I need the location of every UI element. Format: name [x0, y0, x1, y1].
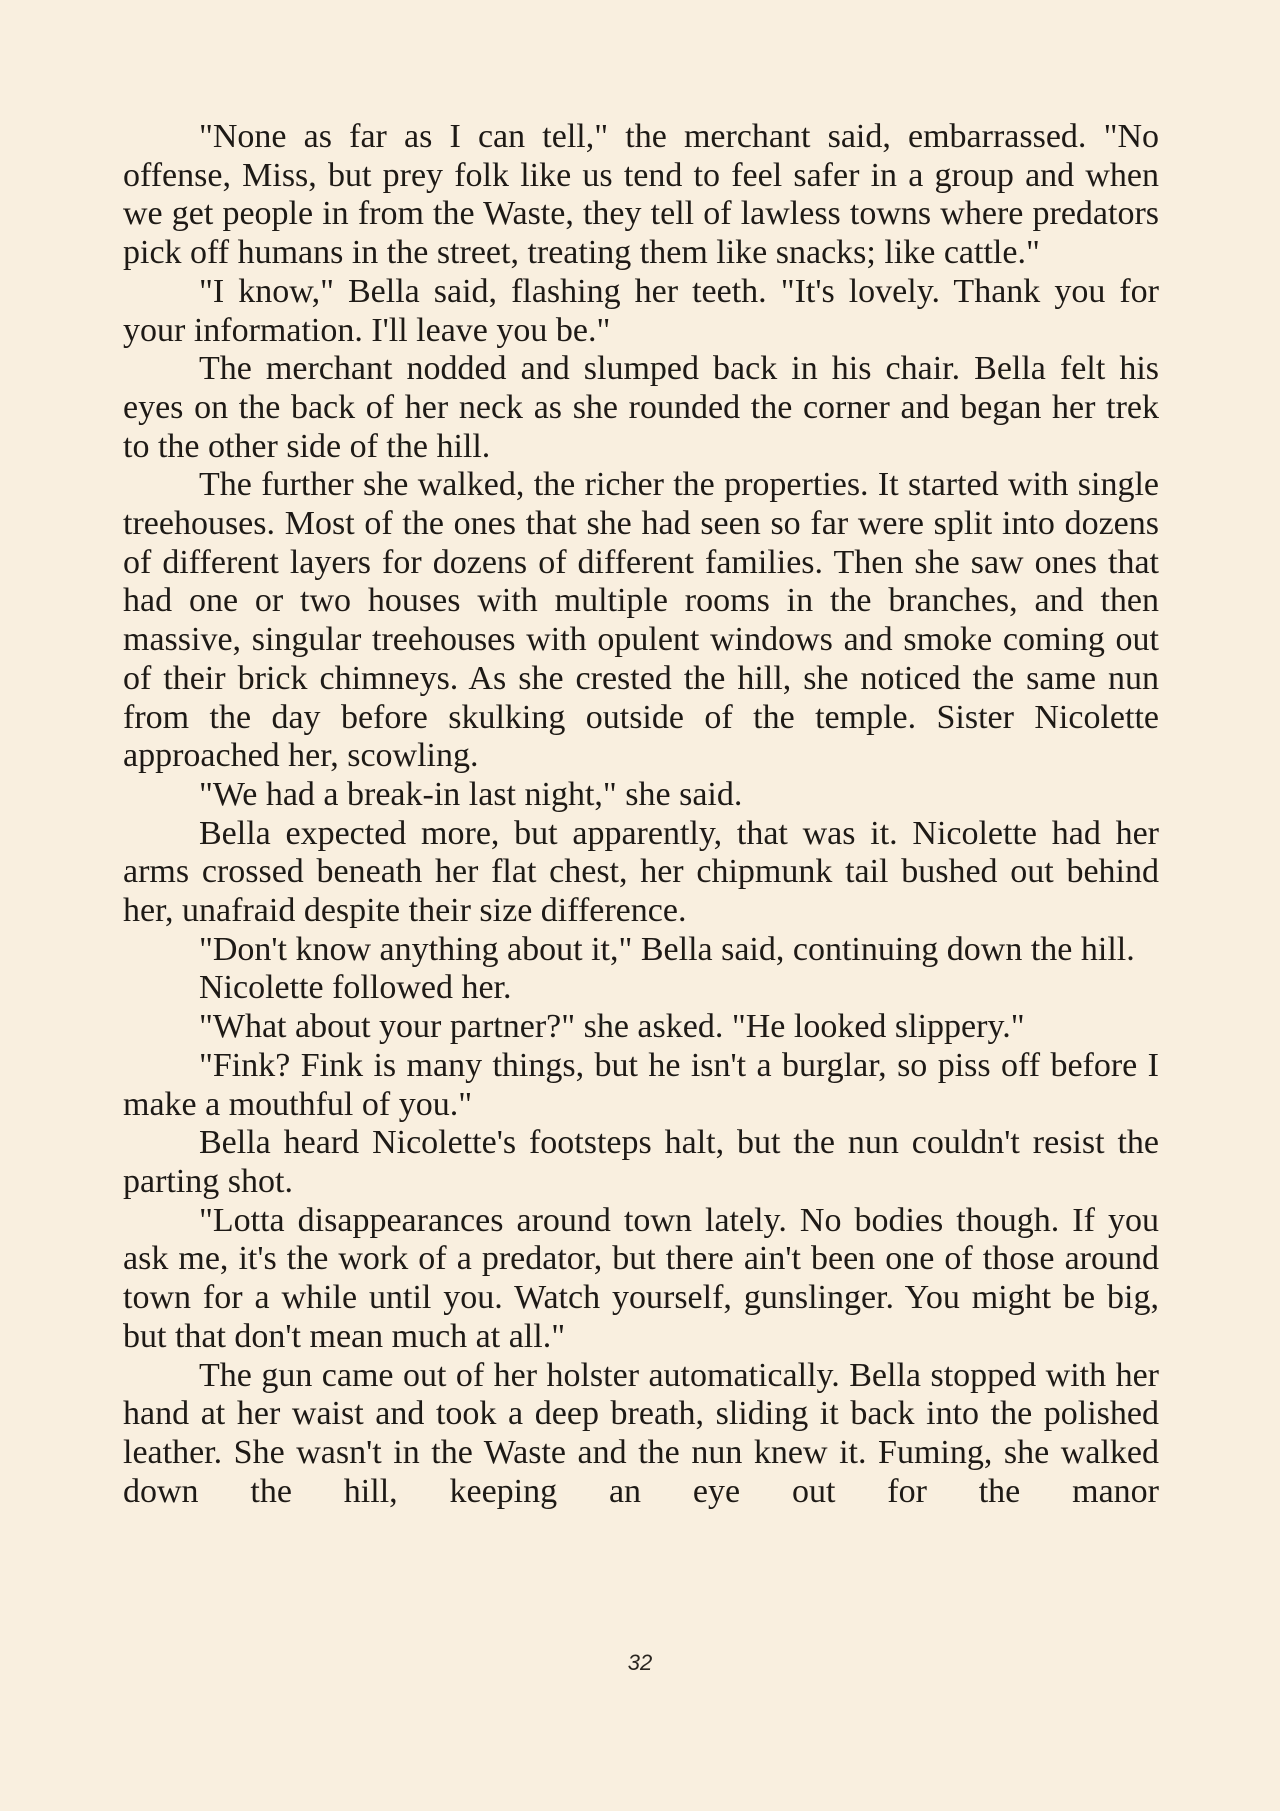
body-text: [123, 118, 1159, 1511]
paragraph: "Fink? Fink is many things, but he isn't a burglar, so piss off before I make a mouthful of you.": [123, 1046, 1159, 1123]
paragraph: The merchant nodded and slumped back in his chair. Bella felt his eyes on the back of her neck as she rounded the corner and began her trek to the other side of the hill.: [123, 350, 1159, 465]
page-number: 32: [627, 1650, 653, 1675]
paragraph: Nicolette followed her.: [199, 969, 512, 1007]
paragraph: "I know," Bella said, flashing her teeth. "It's lovely. Thank you for your information. I'll leave you be.": [123, 272, 1159, 349]
paragraph: "Don't know anything about it," Bella said, continuing down the hill.: [199, 930, 1135, 968]
paragraph: Bella expected more, but apparently, that was it. Nicolette had her arms crossed beneath her flat chest, her chipmunk tail bushed out behind her, unafraid despite their size difference.: [123, 814, 1159, 930]
paragraph: "What about your partner?" she asked. "He looked slippery.": [199, 1008, 1025, 1046]
paragraph: The further she walked, the richer the properties. It started with single treehouses. Most of the ones that she had seen so far were split into dozens of different layers for dozens of different families. Then she saw ones that had one or two houses with multiple rooms in the branches, and then massive, singular treehouses with opulent windows and smoke coming out of their brick chimneys. As she crested the hill, she noticed the same nun from the day before skulking outside of the temple. Sister Nicolette approached her, scowling.: [123, 466, 1159, 775]
paragraph: "None as far as I can tell," the merchant said, embarrassed. "No offense, Miss, but prey folk like us tend to feel safer in a group and when we get people in from the Waste, they tell of lawless towns where predators pick off humans in the street, treating them like snacks; like cattle.": [123, 118, 1159, 272]
paragraph: "Lotta disappearances around town lately. No bodies though. If you ask me, it's the work of a predator, but there ain't been one of those around town for a while until you. Watch yourself, gunslinger. You might be big, but that don't mean much at all.": [123, 1201, 1159, 1355]
paragraph: "We had a break-in last night," she said.: [199, 775, 743, 813]
paragraph: The gun came out of her holster automatically. Bella stopped with her hand at her waist and took a deep breath, sliding it back into the polished leather. She wasn't in the Waste and the nun knew it. Fuming, she walked down the hill, keeping an eye out for the manor: [123, 1356, 1159, 1510]
paragraph: Bella heard Nicolette's footsteps halt, but the nun couldn't resist the parting shot.: [123, 1124, 1159, 1200]
